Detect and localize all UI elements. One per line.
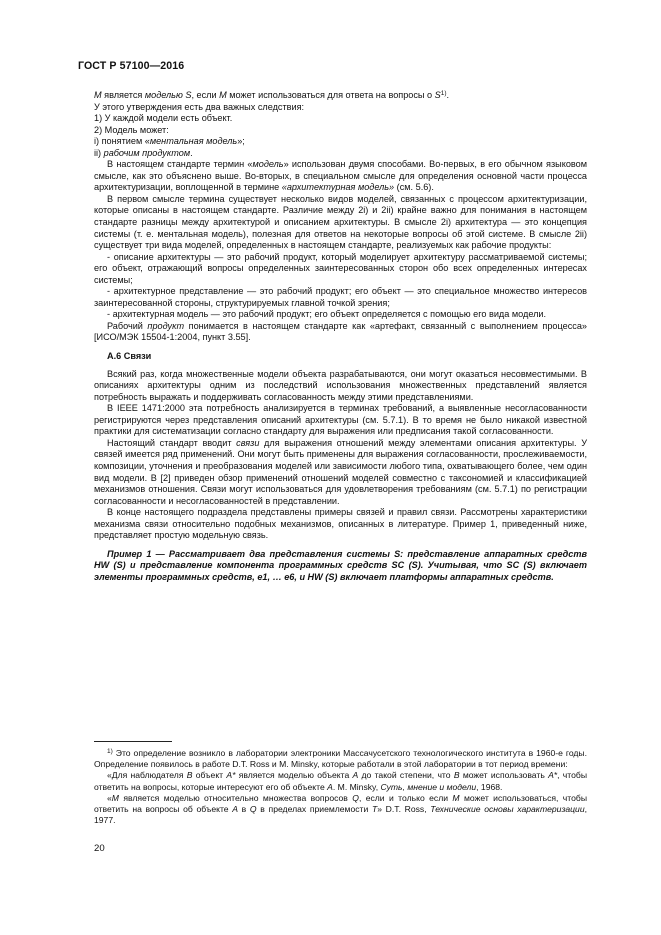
document-header: ГОСТ Р 57100—2016 xyxy=(78,60,185,72)
text-run: объект xyxy=(192,770,227,781)
paragraph: Всякий раз, когда множественные модели объекта разрабатываются, они могут оказаться несовместимыми. В описаниях архитектуры одним из последствий использования множественных представлений является потребность выражать и поддерживать согласованность между этими представлениями. xyxy=(94,368,587,402)
term-architecture-model: «архитектурная модель» xyxy=(281,182,395,193)
footnote xyxy=(94,746,587,826)
main-text xyxy=(94,88,587,583)
paragraph xyxy=(94,438,587,507)
var: B xyxy=(186,770,193,781)
footnote-marker: 1) xyxy=(107,748,113,755)
var: A xyxy=(327,781,333,792)
text-run: , если и только если xyxy=(358,792,453,803)
var-s: S xyxy=(434,90,441,100)
consequence-intro: У этого утверждения есть два важных следствия: xyxy=(94,101,305,112)
text-run: (см. 5.6). xyxy=(394,182,434,193)
footnote-paragraph xyxy=(94,746,587,770)
text-run: может использовать xyxy=(459,770,549,781)
bullet-item: - архитектурная модель — это рабочий продукт; его объект определяется с помощью его вида модели. xyxy=(107,309,547,320)
text-run: . xyxy=(446,90,450,100)
text-run: » использован двумя способами. Во-первых, в его обычном языковом смысле, как это объяснено выше. Во-вторых, в специальном смысле для определения основной части процесса архитектуризации, воплощенной в термине xyxy=(94,159,587,193)
text-run: Рабочий xyxy=(107,320,148,331)
text-run: для выражения отношений между элементами описания архитектуры. У связей имеется ряд применений. Они могут быть применены для выражения согласованности, прослеживаемости, композиции, уточнения и преобразования моделей или зависимости любого типа, охватывающего более, чем один вид модели. В [2] приведен обзор применений отношений моделей совместно с таксономией и классификацией механизмов отношения. Связи могут использоваться для удовлетворения требованиям (см. 5.7.1) по регистрации согласованности и несогласованностей в представлении. xyxy=(94,437,587,506)
var: A* xyxy=(548,770,558,781)
footnote-ref: 1) xyxy=(440,90,447,97)
paragraph: В конце настоящего подраздела представлены примеры связей и правил связи. Рассмотрены характеристики механизма связи относительно подобных механизмов, описанных в литературе. Пример 1, приведенный ниже, представляет простую модельную связь. xyxy=(94,507,587,541)
text-run: , 1968. xyxy=(476,781,503,792)
text-run: может использоваться для ответа на вопросы о xyxy=(226,90,435,100)
var: A xyxy=(232,804,238,815)
text-run: является моделью объекта xyxy=(235,770,353,781)
bullet-item: - архитектурное представление — это рабочий продукт; его объект — это специальное множество интересов заинтересованной стороны, структурируемых главной точкой зрения; xyxy=(94,286,587,308)
section-heading: А.6 Связи xyxy=(107,351,152,362)
term-product: продукт xyxy=(147,320,185,331)
var: M xyxy=(111,792,119,803)
text-run: является xyxy=(101,90,145,100)
text-run: Это определение возникло в лаборатории электроники Массачусетского технологического института в 1960-е годы. Определение появилось в работе D.T. Ross и M. Minsky, которые работали в этой лаборатории в тот период времени: xyxy=(94,748,587,770)
footnote-quote xyxy=(94,793,587,827)
term-mental-model: ментальная модель xyxy=(149,136,238,147)
var: M xyxy=(452,792,460,803)
text-run: , если xyxy=(191,90,220,100)
bullet-item: - описание архитектуры — это рабочий продукт, который моделирует архитектуру рассматриваемой системы; его объект, отражающий вопросы определенных заинтересованных сторон обо всех определенных интересах системы; xyxy=(94,251,587,285)
text-run: является моделью относительно множества вопросов xyxy=(118,792,353,803)
var: A xyxy=(352,770,359,781)
text-run: , 1977. xyxy=(94,804,587,826)
var-m: M xyxy=(94,90,102,100)
text-run: . xyxy=(190,147,193,158)
citation-title: Суть, мнение и модели xyxy=(380,781,477,792)
statement-line xyxy=(94,88,587,102)
text-run: В настоящем стандарте термин « xyxy=(107,159,253,170)
var: B xyxy=(453,770,460,781)
text-run: »; xyxy=(237,136,245,147)
text-run: в пределах приемлемости xyxy=(256,804,372,815)
paragraph xyxy=(94,321,587,344)
paragraph: В IEEE 1471:2000 эта потребность анализируется в терминах требований, а выявленные несогласованности регистрируются через представления описаний архитектуры (см. 5.7.1). В то время не было никакой известной практики для систематизации согласно стандарту для выражения или предписания такой согласованности. xyxy=(94,403,587,437)
list-item xyxy=(94,136,587,148)
text-run: понимается в настоящем стандарте как «артефакт, связанный с выполнением процесса» [ИСО/МЭК 15504-1:2004, пункт 3.55]. xyxy=(94,320,587,343)
list-item xyxy=(94,148,587,160)
term-links: связи xyxy=(236,437,260,448)
text-run: . M. Minsky, xyxy=(332,781,381,792)
page-number: 20 xyxy=(94,843,105,854)
list-item: 2) Модель может: xyxy=(94,124,169,135)
var: Q xyxy=(352,792,359,803)
footnote-quote xyxy=(94,770,587,792)
term-work-product: рабочим продуктом xyxy=(103,147,191,158)
paragraph: В первом смысле термина существует несколько видов моделей, связанных с процессом архитектуризации, которые описаны в настоящем стандарте. Различие между 2i) и 2ii) крайне важно для понимания в настоящем стандарте разницы между архитектурой и описанием архитектуры. В смысле 2i) архитектура — это концепция системы (т. е. ментальная модель), полезная для ответов на некоторые вопросы об этой системе. В смысле 2ii) существует три вида моделей, определенных в настоящем стандарте, реализуемых как рабочие продукты: xyxy=(94,193,587,251)
text-run: , чтобы ответить на вопросы, которые интересуют его об объекте xyxy=(94,770,588,792)
text-run: ii) xyxy=(94,147,104,158)
text-run: » D.T. Ross, xyxy=(377,804,431,815)
paragraph xyxy=(94,159,587,194)
text-run: Настоящий стандарт вводит xyxy=(107,437,237,448)
footnote-divider xyxy=(94,741,172,742)
text-run: может использоваться, чтобы ответить на вопросы об объекте xyxy=(94,792,587,815)
var-m: M xyxy=(219,90,227,100)
text-run: «Для наблюдателя xyxy=(107,770,187,781)
var: A* xyxy=(226,770,236,781)
var: T xyxy=(371,804,378,815)
var: Q xyxy=(249,804,257,815)
text-run: в xyxy=(237,804,250,815)
list-item: 1) У каждой модели есть объект. xyxy=(94,113,233,124)
citation-title: Технические основы характеризации xyxy=(430,804,585,815)
term-model-s: моделью S xyxy=(144,90,192,100)
term-model: модель xyxy=(252,159,284,170)
text-run: « xyxy=(107,792,112,803)
example-paragraph: Пример 1 — Рассматривает два представления системы S: представление аппаратных средств HW (S) и представление компонента программных средств SC (S). Учитывая, что SC (S) включает элементы программных средств, е1, … е6, и HW (S) включает платформы аппаратных средств. xyxy=(94,548,587,582)
text-run: до такой степени, что xyxy=(358,770,454,781)
text-run: i) понятием « xyxy=(94,136,150,147)
